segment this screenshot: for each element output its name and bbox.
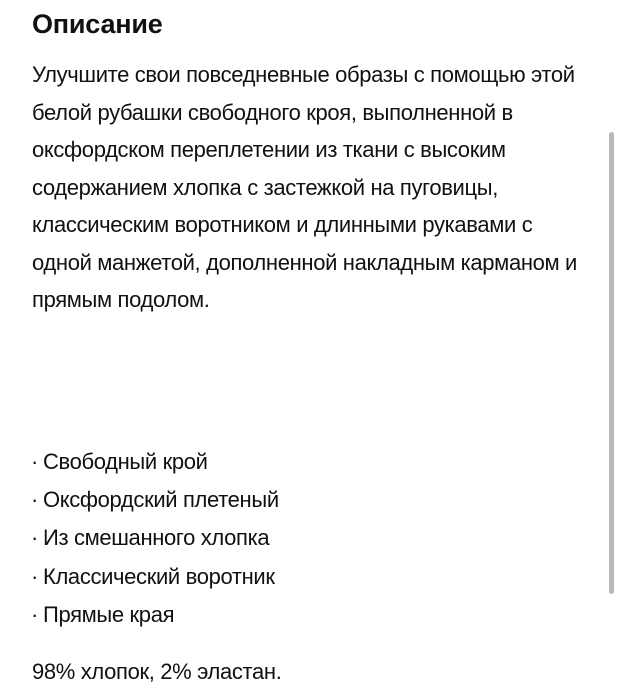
feature-item-loose-fit: [31, 443, 279, 481]
feature-text: Прямые края: [42, 601, 175, 627]
scrollbar-thumb[interactable]: [609, 132, 614, 594]
bullet-icon: ·: [31, 601, 38, 627]
bullet-icon: ·: [31, 487, 38, 513]
feature-list: [31, 443, 279, 634]
fabric-composition: 98% хлопок, 2% эластан.: [32, 659, 282, 684]
feature-item-cotton-blend: [31, 519, 279, 557]
feature-item-classic-collar: [31, 558, 279, 596]
description-text: Улучшите свои повседневные образы с помощью этой белой рубашки свободного кроя, выполненной в оксфордском переплетении из ткани с высоким содержанием хлопка с застежкой на пуговицы, классическим воротником и длинными рукавами с одной манжетой, дополненной накладным карманом и прямым подолом.: [32, 62, 577, 312]
feature-text: Оксфордский плетеный: [42, 487, 279, 513]
feature-text: Свободный крой: [42, 449, 208, 474]
bullet-icon: ·: [31, 525, 38, 551]
feature-text: Из смешанного хлопка: [42, 525, 270, 551]
feature-item-oxford-weave: [31, 481, 279, 519]
feature-text: Классический воротник: [42, 563, 275, 589]
feature-item-straight-hem: [31, 596, 279, 634]
vertical-scrollbar[interactable]: [609, 0, 615, 699]
description-heading: Описание: [32, 9, 163, 39]
bullet-icon: ·: [31, 449, 38, 474]
bullet-icon: ·: [31, 563, 38, 589]
